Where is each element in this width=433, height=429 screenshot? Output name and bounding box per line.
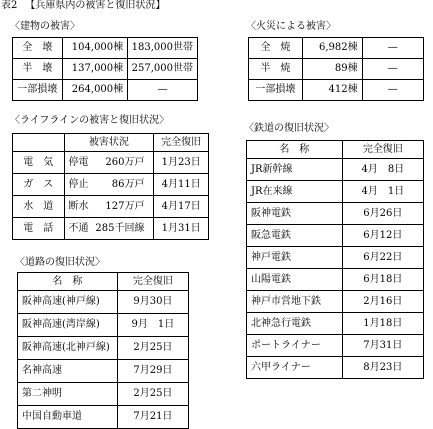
building-damage-row bbox=[13, 38, 198, 59]
rail-restored-date: 4月 1日 bbox=[342, 181, 423, 203]
damage-type: 一部損壊 bbox=[13, 80, 63, 101]
road-row bbox=[18, 360, 189, 383]
lifeline-row bbox=[13, 196, 209, 218]
lifeline-name: ガ ス bbox=[13, 174, 65, 196]
roads-heading: 〈道路の復旧状況〉 bbox=[15, 257, 105, 268]
lifeline-row bbox=[13, 152, 209, 174]
rail-row bbox=[247, 269, 424, 291]
road-name: 阪神高速(北神戸線) bbox=[18, 337, 118, 360]
lifeline-name: 水 道 bbox=[13, 196, 65, 218]
rail-restored-date: 2月16日 bbox=[342, 291, 423, 313]
roads-header-name: 名 称 bbox=[18, 273, 118, 291]
roads-table bbox=[17, 272, 189, 429]
road-row bbox=[18, 406, 189, 429]
fire-count: 6,982棟 bbox=[302, 38, 362, 59]
fire-type: 半 焼 bbox=[249, 59, 303, 80]
fire-damage-heading: 〈火災による被害〉 bbox=[246, 21, 336, 32]
lifeline-row bbox=[13, 174, 209, 196]
rail-row bbox=[247, 181, 424, 203]
roads-header-restored: 完全復旧 bbox=[117, 273, 188, 291]
lifeline-header-empty bbox=[13, 134, 65, 152]
rail-row bbox=[247, 203, 424, 225]
road-row bbox=[18, 383, 189, 406]
rail-restored-date: 7月31日 bbox=[342, 335, 423, 357]
road-row bbox=[18, 291, 189, 314]
fire-damage-table bbox=[248, 37, 424, 101]
damage-buildings: 104,000棟 bbox=[62, 38, 128, 59]
lifeline-restored-date: 1月23日 bbox=[154, 152, 209, 174]
lifeline-status-amount: 127万戸 bbox=[105, 200, 145, 212]
rail-header-row bbox=[247, 141, 424, 159]
rail-row bbox=[247, 291, 424, 313]
road-name: 中国自動車道 bbox=[18, 406, 118, 429]
fire-extra: — bbox=[362, 80, 423, 101]
fire-damage-row bbox=[249, 59, 424, 80]
rail-row bbox=[247, 313, 424, 335]
rail-row bbox=[247, 357, 424, 379]
damage-households: — bbox=[128, 80, 198, 101]
road-restored-date: 2月25日 bbox=[117, 383, 188, 406]
damage-households: 257,000世帯 bbox=[128, 59, 198, 80]
damage-buildings: 264,000棟 bbox=[62, 80, 128, 101]
fire-type: 全 焼 bbox=[249, 38, 303, 59]
fire-count: 412棟 bbox=[302, 80, 362, 101]
lifeline-restored-date: 4月17日 bbox=[154, 196, 209, 218]
rail-name: 北神急行電鉄 bbox=[247, 313, 343, 335]
damage-households: 183,000世帯 bbox=[128, 38, 198, 59]
building-damage-table bbox=[12, 37, 198, 101]
lifeline-status-type: 停電 bbox=[68, 156, 89, 168]
lifeline-header-status: 被害状況 bbox=[64, 134, 154, 152]
rail-name: 神戸電鉄 bbox=[247, 247, 343, 269]
page-title bbox=[1, 1, 165, 11]
rail-restored-date: 6月26日 bbox=[342, 203, 423, 225]
table-number: 表2 bbox=[1, 0, 18, 11]
rail-name: JR在来線 bbox=[247, 181, 343, 203]
fire-damage-row bbox=[249, 38, 424, 59]
building-damage-row bbox=[13, 59, 198, 80]
road-restored-date: 9月30日 bbox=[117, 291, 188, 314]
road-row bbox=[18, 337, 189, 360]
road-name: 名神高速 bbox=[18, 360, 118, 383]
damage-type: 全 壊 bbox=[13, 38, 63, 59]
damage-buildings: 137,000棟 bbox=[62, 59, 128, 80]
rail-row bbox=[247, 247, 424, 269]
lifeline-status-amount: 86万戸 bbox=[111, 178, 145, 190]
fire-count: 89棟 bbox=[302, 59, 362, 80]
rail-heading: 〈鉄道の復旧状況〉 bbox=[244, 123, 334, 134]
lifeline-name: 電 話 bbox=[13, 218, 65, 240]
fire-type: 一部損壊 bbox=[249, 80, 303, 101]
rail-name: ポートライナー bbox=[247, 335, 343, 357]
lifeline-status bbox=[64, 152, 154, 174]
lifeline-status-type: 不通 bbox=[68, 222, 89, 234]
rail-restored-date: 8月23日 bbox=[342, 357, 423, 379]
rail-name: 阪神電鉄 bbox=[247, 203, 343, 225]
fire-extra: — bbox=[362, 59, 423, 80]
damage-type: 半 壊 bbox=[13, 59, 63, 80]
rail-header-name: 名 称 bbox=[247, 141, 343, 159]
road-restored-date: 7月29日 bbox=[117, 360, 188, 383]
lifeline-header-restored: 完全復旧 bbox=[154, 134, 209, 152]
rail-table bbox=[246, 140, 424, 379]
lifeline-restored-date: 1月31日 bbox=[154, 218, 209, 240]
lifeline-status-type: 断水 bbox=[68, 200, 89, 212]
page-title-text: 【兵庫県内の被害と復旧状況】 bbox=[25, 0, 166, 11]
lifeline-table bbox=[12, 133, 209, 240]
rail-restored-date: 6月18日 bbox=[342, 269, 423, 291]
lifeline-status bbox=[64, 218, 154, 240]
rail-row bbox=[247, 225, 424, 247]
lifeline-header-row bbox=[13, 134, 209, 152]
fire-damage-row bbox=[249, 80, 424, 101]
fire-extra: — bbox=[362, 38, 423, 59]
lifeline-row bbox=[13, 218, 209, 240]
rail-name: 山陽電鉄 bbox=[247, 269, 343, 291]
road-name: 第二神明 bbox=[18, 383, 118, 406]
rail-name: 阪急電鉄 bbox=[247, 225, 343, 247]
lifeline-name: 電 気 bbox=[13, 152, 65, 174]
lifeline-heading: 〈ライフラインの被害と復旧状況〉 bbox=[10, 115, 170, 126]
rail-name: 神戸市営地下鉄 bbox=[247, 291, 343, 313]
lifeline-status-amount: 285千回線 bbox=[95, 222, 145, 234]
lifeline-status-type: 停止 bbox=[68, 178, 89, 190]
rail-restored-date: 6月12日 bbox=[342, 225, 423, 247]
lifeline-status bbox=[64, 174, 154, 196]
road-restored-date: 9月 1日 bbox=[117, 314, 188, 337]
rail-header-restored: 完全復旧 bbox=[342, 141, 423, 159]
rail-restored-date: 4月 8日 bbox=[342, 159, 423, 181]
building-damage-heading: 〈建物の被害〉 bbox=[10, 21, 80, 32]
rail-restored-date: 1月18日 bbox=[342, 313, 423, 335]
roads-header-row bbox=[18, 273, 189, 291]
road-name: 阪神高速(神戸線) bbox=[18, 291, 118, 314]
rail-name: JR新幹線 bbox=[247, 159, 343, 181]
road-row bbox=[18, 314, 189, 337]
road-restored-date: 7月21日 bbox=[117, 406, 188, 429]
rail-row bbox=[247, 335, 424, 357]
lifeline-restored-date: 4月11日 bbox=[154, 174, 209, 196]
road-name: 阪神高速(湾岸線) bbox=[18, 314, 118, 337]
lifeline-status-amount: 260万戸 bbox=[105, 156, 145, 168]
rail-row bbox=[247, 159, 424, 181]
rail-restored-date: 6月22日 bbox=[342, 247, 423, 269]
lifeline-status bbox=[64, 196, 154, 218]
rail-name: 六甲ライナー bbox=[247, 357, 343, 379]
building-damage-row bbox=[13, 80, 198, 101]
road-restored-date: 2月25日 bbox=[117, 337, 188, 360]
